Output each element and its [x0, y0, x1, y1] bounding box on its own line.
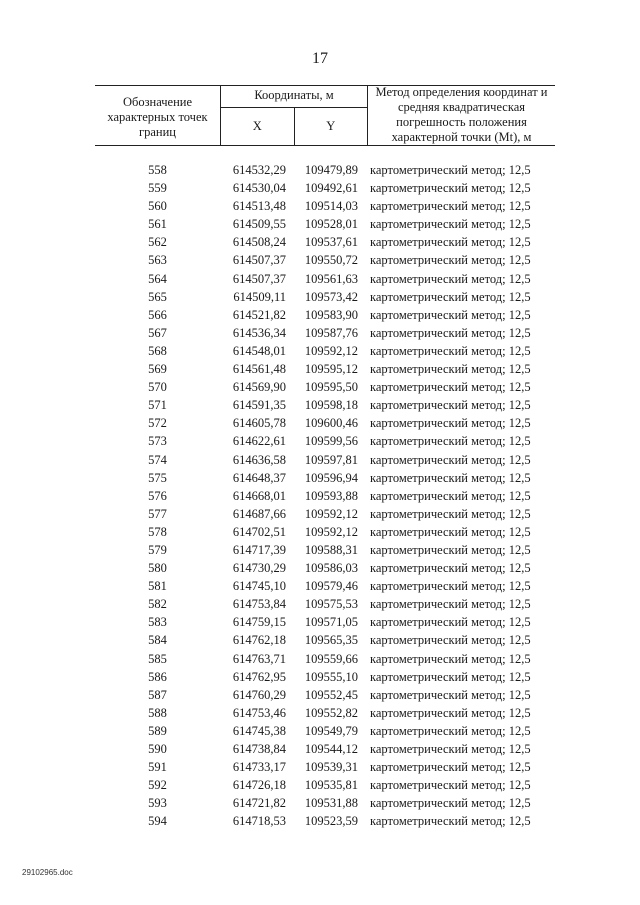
- method-text: картометрический метод; 12,5: [370, 633, 531, 648]
- method-text: картометрический метод; 12,5: [370, 452, 531, 467]
- coord-x: 614521,82: [232, 307, 286, 322]
- coord-x: 614536,34: [232, 325, 286, 340]
- table-row: [0, 650, 640, 668]
- coord-x: 614507,37: [232, 253, 286, 268]
- table-row: [0, 270, 640, 288]
- coord-x: 614702,51: [232, 524, 286, 539]
- coord-y: 109552,45: [304, 687, 358, 702]
- table-row: [0, 505, 640, 523]
- table-row: [0, 758, 640, 776]
- coord-x: 614759,15: [232, 615, 286, 630]
- table-row: [0, 541, 640, 559]
- coord-x: 614730,29: [232, 561, 286, 576]
- coord-y: 109514,03: [304, 199, 358, 214]
- point-number: 561: [148, 217, 167, 232]
- point-number: 562: [148, 235, 167, 250]
- method-text: картометрический метод; 12,5: [370, 398, 531, 413]
- coord-x: 614508,24: [232, 235, 286, 250]
- coord-y: 109593,88: [304, 488, 358, 503]
- method-text: картометрический метод; 12,5: [370, 814, 531, 829]
- method-text: картометрический метод; 12,5: [370, 723, 531, 738]
- method-text: картометрический метод; 12,5: [370, 705, 531, 720]
- method-text: картометрический метод; 12,5: [370, 488, 531, 503]
- method-text: картометрический метод; 12,5: [370, 416, 531, 431]
- coord-y: 109583,90: [304, 307, 358, 322]
- method-text: картометрический метод; 12,5: [370, 253, 531, 268]
- point-number: 580: [148, 561, 167, 576]
- point-number: 592: [148, 778, 167, 793]
- coord-y: 109600,46: [304, 416, 358, 431]
- coord-x: 614591,35: [232, 398, 286, 413]
- footer-file-name: 29102965.doc: [22, 868, 73, 877]
- coord-x: 614721,82: [232, 796, 286, 811]
- method-text: картометрический метод; 12,5: [370, 235, 531, 250]
- point-number: 586: [148, 669, 167, 684]
- coord-y: 109537,61: [304, 235, 358, 250]
- coord-y: 109586,03: [304, 561, 358, 576]
- coord-x: 614753,84: [232, 597, 286, 612]
- point-number: 576: [148, 488, 167, 503]
- coord-x: 614762,95: [232, 669, 286, 684]
- coord-y: 109549,79: [304, 723, 358, 738]
- method-text: картометрический метод; 12,5: [370, 597, 531, 612]
- coord-x: 614636,58: [232, 452, 286, 467]
- point-number: 570: [148, 380, 167, 395]
- coord-x: 614733,17: [232, 760, 286, 775]
- point-number: 571: [148, 398, 167, 413]
- table-row: [0, 577, 640, 595]
- point-number: 566: [148, 307, 167, 322]
- coord-x: 614622,61: [232, 434, 286, 449]
- table-row: [0, 179, 640, 197]
- coord-y: 109528,01: [304, 217, 358, 232]
- method-text: картометрический метод; 12,5: [370, 687, 531, 702]
- table-row: [0, 559, 640, 577]
- coord-y: 109592,12: [304, 524, 358, 539]
- point-number: 579: [148, 542, 167, 557]
- method-text: картометрический метод; 12,5: [370, 289, 531, 304]
- coord-y: 109523,59: [304, 814, 358, 829]
- coord-x: 614532,29: [232, 163, 286, 177]
- coord-x: 614762,18: [232, 633, 286, 648]
- table-row: [0, 812, 640, 830]
- coord-y: 109588,31: [304, 542, 358, 557]
- coord-x: 614687,66: [232, 506, 286, 521]
- coord-y: 109539,31: [304, 760, 358, 775]
- header-x: X: [221, 107, 295, 145]
- coord-x: 614530,04: [232, 181, 286, 196]
- table-row: [0, 288, 640, 306]
- table-row: [0, 631, 640, 649]
- table-header: [95, 85, 555, 146]
- table-row: [0, 686, 640, 704]
- method-text: картометрический метод; 12,5: [370, 561, 531, 576]
- method-text: картометрический метод; 12,5: [370, 307, 531, 322]
- point-number: 565: [148, 289, 167, 304]
- table-row: [0, 487, 640, 505]
- table-row: [0, 451, 640, 469]
- table-row: [0, 197, 640, 215]
- coord-y: 109559,66: [304, 651, 358, 666]
- method-text: картометрический метод; 12,5: [370, 742, 531, 756]
- point-number: 590: [148, 742, 167, 756]
- table-row: [0, 740, 640, 758]
- coord-y: 109595,12: [304, 362, 358, 377]
- table-row: [0, 342, 640, 360]
- coord-x: 614726,18: [232, 778, 286, 793]
- coord-y: 109598,18: [304, 398, 358, 413]
- table-row: [0, 233, 640, 251]
- table-row: [0, 613, 640, 631]
- coord-x: 614569,90: [232, 380, 286, 395]
- method-text: картометрический метод; 12,5: [370, 542, 531, 557]
- coord-x: 614717,39: [232, 542, 286, 557]
- coord-x: 614745,10: [232, 579, 286, 594]
- point-number: 572: [148, 416, 167, 431]
- coord-y: 109573,42: [304, 289, 358, 304]
- coord-y: 109479,89: [304, 163, 358, 177]
- coord-y: 109492,61: [304, 181, 358, 196]
- coord-x: 614718,53: [232, 814, 286, 829]
- header-point-label: Обозначение характерных точек границ: [95, 85, 221, 146]
- method-text: картометрический метод; 12,5: [370, 343, 531, 358]
- point-number: 574: [148, 452, 167, 467]
- point-number: 581: [148, 579, 167, 594]
- table-row: [0, 668, 640, 686]
- coord-y: 109555,10: [304, 669, 358, 684]
- table-row: [0, 722, 640, 740]
- coord-y: 109535,81: [304, 778, 358, 793]
- table-row: [0, 251, 640, 269]
- point-number: 567: [148, 325, 167, 340]
- coord-x: 614763,71: [232, 651, 286, 666]
- method-text: картометрический метод; 12,5: [370, 380, 531, 395]
- coord-x: 614548,01: [232, 343, 286, 358]
- method-text: картометрический метод; 12,5: [370, 506, 531, 521]
- page-number: 17: [312, 50, 328, 67]
- coord-y: 109552,82: [304, 705, 358, 720]
- coord-y: 109596,94: [304, 470, 358, 485]
- point-number: 568: [148, 343, 167, 358]
- table-row: [0, 469, 640, 487]
- method-text: картометрический метод; 12,5: [370, 778, 531, 793]
- coord-y: 109544,12: [304, 742, 358, 756]
- coord-x: 614561,48: [232, 362, 286, 377]
- coord-y: 109587,76: [304, 325, 358, 340]
- table-row: [0, 324, 640, 342]
- coord-y: 109575,53: [304, 597, 358, 612]
- coord-y: 109531,88: [304, 796, 358, 811]
- method-text: картометрический метод; 12,5: [370, 579, 531, 594]
- coord-x: 614605,78: [232, 416, 286, 431]
- coord-y: 109561,63: [304, 271, 358, 286]
- point-number: 559: [148, 181, 167, 196]
- coord-x: 614509,11: [233, 289, 286, 304]
- coord-x: 614745,38: [232, 723, 286, 738]
- method-text: картометрический метод; 12,5: [370, 651, 531, 666]
- point-number: 573: [148, 434, 167, 449]
- coord-x: 614738,84: [232, 742, 286, 756]
- coord-y: 109550,72: [304, 253, 358, 268]
- table-row: [0, 378, 640, 396]
- coord-x: 614648,37: [232, 470, 286, 485]
- coord-y: 109579,46: [304, 579, 358, 594]
- point-number: 575: [148, 470, 167, 485]
- method-text: картометрический метод; 12,5: [370, 271, 531, 286]
- point-number: 560: [148, 199, 167, 214]
- table-row: [0, 396, 640, 414]
- coord-y: 109592,12: [304, 506, 358, 521]
- coord-y: 109571,05: [304, 615, 358, 630]
- method-text: картометрический метод; 12,5: [370, 524, 531, 539]
- point-number: 564: [148, 271, 167, 286]
- coord-x: 614753,46: [232, 705, 286, 720]
- point-number: 583: [148, 615, 167, 630]
- method-text: картометрический метод; 12,5: [370, 760, 531, 775]
- point-number: 587: [148, 687, 167, 702]
- coord-y: 109565,35: [304, 633, 358, 648]
- table-row: [0, 776, 640, 794]
- point-number: 563: [148, 253, 167, 268]
- point-number: 584: [148, 633, 167, 648]
- point-number: 577: [148, 506, 167, 521]
- header-method: Метод определения координат и средняя квадратическая погрешность положения характерной точки (Mt), м: [368, 85, 556, 146]
- point-number: 588: [148, 705, 167, 720]
- point-number: 593: [148, 796, 167, 811]
- table-row: [0, 704, 640, 722]
- coord-y: 109592,12: [304, 343, 358, 358]
- method-text: картометрический метод; 12,5: [370, 199, 531, 214]
- method-text: картометрический метод; 12,5: [370, 434, 531, 449]
- table-row: [0, 794, 640, 812]
- header-coordinates: Координаты, м: [221, 85, 368, 107]
- method-text: картометрический метод; 12,5: [370, 669, 531, 684]
- coord-x: 614509,55: [232, 217, 286, 232]
- table-row: [0, 414, 640, 432]
- table-row: [0, 432, 640, 450]
- method-text: картометрический метод; 12,5: [370, 181, 531, 196]
- method-text: картометрический метод; 12,5: [370, 470, 531, 485]
- coord-x: 614760,29: [232, 687, 286, 702]
- point-number: 594: [148, 814, 167, 829]
- table-row: [0, 306, 640, 324]
- coord-y: 109599,56: [304, 434, 358, 449]
- coord-y: 109597,81: [304, 452, 358, 467]
- table-row: [0, 161, 640, 179]
- coord-x: 614507,37: [232, 271, 286, 286]
- point-number: 558: [148, 163, 167, 177]
- method-text: картометрический метод; 12,5: [370, 217, 531, 232]
- table-body: [0, 161, 640, 830]
- method-text: картометрический метод; 12,5: [370, 325, 531, 340]
- table-row: [0, 360, 640, 378]
- point-number: 591: [148, 760, 167, 775]
- point-number: 585: [148, 651, 167, 666]
- point-number: 589: [148, 723, 167, 738]
- point-number: 569: [148, 362, 167, 377]
- coord-x: 614513,48: [232, 199, 286, 214]
- table-row: [0, 215, 640, 233]
- point-number: 578: [148, 524, 167, 539]
- method-text: картометрический метод; 12,5: [370, 615, 531, 630]
- table-row: [0, 595, 640, 613]
- coord-x: 614668,01: [232, 488, 286, 503]
- table-row: [0, 523, 640, 541]
- method-text: картометрический метод; 12,5: [370, 163, 531, 177]
- method-text: картометрический метод; 12,5: [370, 796, 531, 811]
- coord-y: 109595,50: [304, 380, 358, 395]
- point-number: 582: [148, 597, 167, 612]
- header-y: Y: [294, 107, 368, 145]
- method-text: картометрический метод; 12,5: [370, 362, 531, 377]
